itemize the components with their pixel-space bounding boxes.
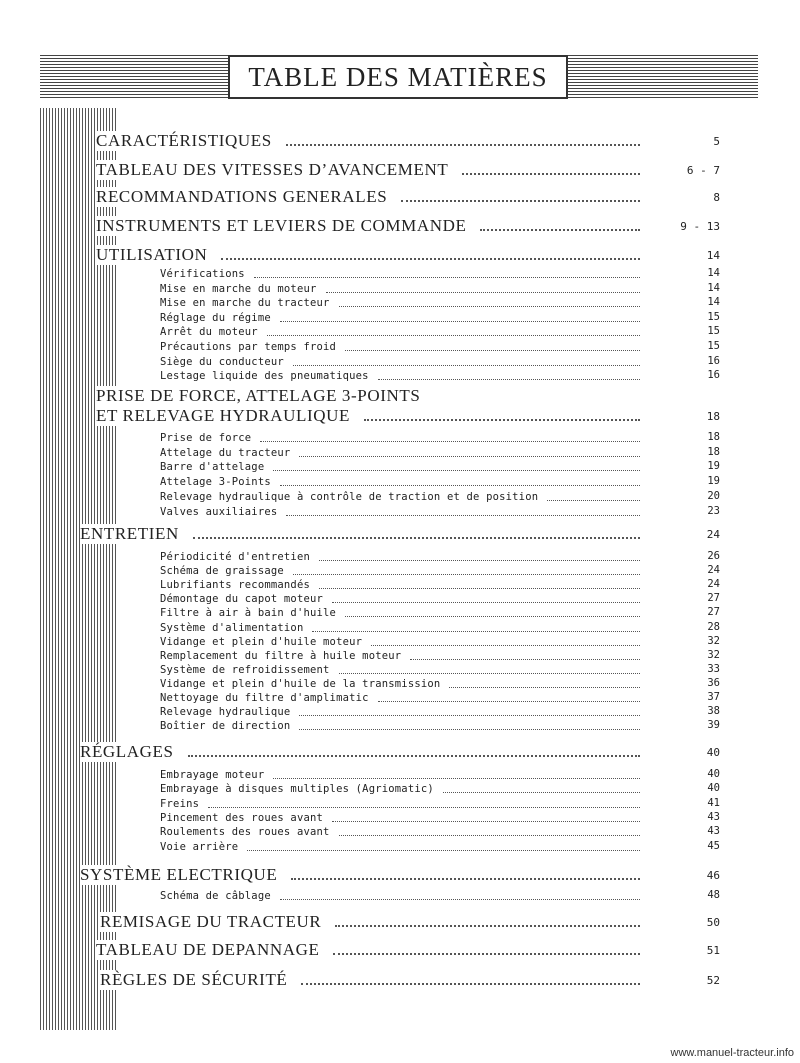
subsection-row [0, 606, 800, 620]
dot-leader [280, 899, 640, 900]
dot-leader [332, 821, 640, 822]
page-number: 40 [706, 746, 720, 759]
page-number: 23 [707, 504, 720, 517]
dot-leader [280, 485, 640, 486]
dot-leader [547, 500, 640, 501]
page-number: 32 [707, 648, 720, 661]
subsection-title: Vidange et plein d'huile de la transmission [160, 677, 443, 691]
dot-leader [345, 350, 640, 351]
page-number: 40 [707, 782, 720, 795]
page-number: 15 [707, 310, 720, 323]
subsection-title: Boîtier de direction [160, 719, 293, 733]
subsection-row [0, 825, 800, 839]
section-title: PRISE DE FORCE, ATTELAGE 3-POINTS [96, 386, 424, 406]
dot-leader [339, 306, 640, 307]
dot-leader [401, 200, 640, 202]
subsection-row [0, 340, 800, 354]
subsection-title: Attelage 3-Points [160, 475, 274, 489]
page-number: 33 [707, 662, 720, 675]
dot-leader [254, 277, 640, 278]
subsection-row [0, 663, 800, 677]
subsection-title: Pincement des roues avant [160, 811, 326, 825]
page-number: 40 [707, 768, 720, 780]
subsection-title: Système de refroidissement [160, 663, 333, 677]
dot-leader [221, 258, 640, 260]
page-number: 18 [707, 431, 720, 443]
page-number: 51 [706, 944, 720, 957]
dot-leader [299, 729, 640, 730]
subsection-row [0, 446, 800, 460]
dot-leader [208, 807, 640, 808]
dot-leader [378, 701, 640, 702]
subsection-title: Vidange et plein d'huile moteur [160, 635, 365, 649]
dot-leader [301, 983, 640, 985]
subsection-title: Système d'alimentation [160, 621, 306, 635]
dot-leader [291, 878, 640, 880]
dot-leader [449, 687, 640, 688]
subsection-title: Freins [160, 797, 202, 811]
page-title: TABLE DES MATIÈRES [248, 61, 548, 92]
dot-leader [339, 835, 640, 836]
subsection-row [0, 355, 800, 369]
dot-leader [273, 470, 640, 471]
page-number: 14 [707, 296, 720, 309]
page-number: 15 [707, 325, 720, 338]
page-number: 18 [707, 445, 720, 458]
subsection-row [0, 475, 800, 489]
section-row [0, 912, 800, 934]
subsection-title: Attelage du tracteur [160, 446, 293, 460]
page-number: 24 [707, 578, 720, 591]
page-number: 9 - 13 [680, 220, 720, 233]
subsection-row [0, 635, 800, 649]
section-title: RÈGLES DE SÉCURITÉ [100, 970, 291, 990]
page-number: 27 [707, 592, 720, 605]
page-number: 32 [707, 634, 720, 647]
section-title: SYSTÈME ELECTRIQUE [80, 865, 281, 885]
section-row [0, 940, 800, 962]
subsection-row [0, 705, 800, 719]
subsection-title: Valves auxiliaires [160, 505, 280, 519]
section-row [0, 216, 800, 238]
subsection-title: Filtre à air à bain d'huile [160, 606, 339, 620]
subsection-title: Embrayage à disques multiples (Agriomatic) [160, 782, 437, 796]
section-title: TABLEAU DE DEPANNAGE [96, 940, 323, 960]
page-number: 8 [713, 191, 720, 204]
page-number: 27 [707, 606, 720, 619]
page-number: 15 [707, 340, 720, 352]
section-title: ET RELEVAGE HYDRAULIQUE [96, 406, 354, 426]
page-number: 26 [707, 550, 720, 562]
subsection-row [0, 296, 800, 310]
subsection-row [0, 691, 800, 705]
dot-leader [332, 602, 640, 603]
section-title: TABLEAU DES VITESSES D’AVANCEMENT [96, 160, 452, 180]
subsection-title: Schéma de câblage [160, 889, 274, 903]
subsection-row [0, 649, 800, 663]
section-title: ENTRETIEN [80, 524, 183, 544]
subsection-row [0, 677, 800, 691]
subsection-row [0, 578, 800, 592]
subsection-row [0, 505, 800, 519]
section-title: INSTRUMENTS ET LEVIERS DE COMMANDE [96, 216, 470, 236]
dot-leader [339, 673, 640, 674]
dot-leader [480, 229, 640, 231]
subsection-row [0, 564, 800, 578]
page-number: 14 [707, 281, 720, 294]
page-number: 18 [706, 410, 720, 423]
dot-leader [280, 321, 640, 322]
subsection-row [0, 325, 800, 339]
page-number: 41 [707, 796, 720, 809]
dot-leader [371, 645, 640, 646]
dot-leader [345, 616, 640, 617]
subsection-title: Démontage du capot moteur [160, 592, 326, 606]
page-number: 19 [707, 475, 720, 488]
page-number: 43 [707, 810, 720, 823]
page-number: 48 [707, 889, 720, 901]
dot-leader [286, 515, 640, 516]
page-number: 45 [707, 839, 720, 852]
section-row [0, 245, 800, 267]
page-number: 38 [707, 705, 720, 718]
dot-leader [299, 715, 640, 716]
subsection-row [0, 768, 800, 782]
section-title: RECOMMANDATIONS GENERALES [96, 187, 391, 207]
subsection-row [0, 311, 800, 325]
subsection-title: Schéma de graissage [160, 564, 287, 578]
section-row [0, 386, 800, 428]
dot-leader [293, 574, 640, 575]
dot-leader [462, 173, 640, 175]
section-row [0, 524, 800, 546]
subsection-row [0, 840, 800, 854]
subsection-title: Précautions par temps froid [160, 340, 339, 354]
subsection-row [0, 811, 800, 825]
subsection-title: Remplacement du filtre à huile moteur [160, 649, 404, 663]
section-title: UTILISATION [96, 245, 211, 265]
section-title: RÉGLAGES [80, 742, 178, 762]
section-title: CARACTÉRISTIQUES [96, 131, 276, 151]
page-number: 14 [707, 267, 720, 279]
subsection-title: Barre d'attelage [160, 460, 267, 474]
subsection-title: Réglage du régime [160, 311, 274, 325]
dot-leader [267, 335, 640, 336]
subsection-title: Mise en marche du tracteur [160, 296, 333, 310]
page-number: 5 [713, 135, 720, 148]
subsection-row [0, 782, 800, 796]
section-row [0, 970, 800, 992]
dot-leader [364, 419, 640, 421]
page-number: 14 [706, 249, 720, 262]
page-number: 37 [707, 691, 720, 703]
dot-leader [333, 953, 640, 955]
page-number: 6 - 7 [686, 164, 720, 177]
page-number: 43 [707, 825, 720, 838]
subsection-title: Lubrifiants recommandés [160, 578, 313, 592]
dot-leader [319, 560, 640, 561]
page-number: 39 [707, 719, 720, 732]
dot-leader [443, 792, 640, 793]
subsection-title: Arrêt du moteur [160, 325, 261, 339]
page-number: 52 [706, 974, 720, 987]
section-row [0, 187, 800, 209]
dot-leader [312, 631, 640, 632]
subsection-row [0, 719, 800, 733]
section-row [0, 160, 800, 182]
dot-leader [326, 292, 640, 293]
subsection-row [0, 592, 800, 606]
page-number: 16 [707, 369, 720, 382]
subsection-row [0, 797, 800, 811]
subsection-title: Prise de force [160, 431, 254, 445]
subsection-title: Mise en marche du moteur [160, 282, 320, 296]
subsection-row [0, 282, 800, 296]
subsection-row [0, 621, 800, 635]
page-number: 24 [706, 528, 720, 541]
subsection-title: Relevage hydraulique [160, 705, 293, 719]
subsection-title: Vérifications [160, 267, 248, 281]
subsection-row [0, 369, 800, 383]
subsection-title: Siège du conducteur [160, 355, 287, 369]
subsection-title: Voie arrière [160, 840, 241, 854]
page-number: 24 [707, 564, 720, 577]
subsection-title: Relevage hydraulique à contrôle de traction et de position [160, 490, 541, 504]
dot-leader [319, 588, 640, 589]
section-row [0, 131, 800, 153]
page-number: 20 [707, 489, 720, 502]
dot-leader [273, 778, 640, 779]
subsection-title: Lestage liquide des pneumatiques [160, 369, 372, 383]
dot-leader [260, 441, 640, 442]
footer-url: www.manuel-tracteur.info [670, 1047, 794, 1059]
subsection-title: Nettoyage du filtre d'amplimatic [160, 691, 372, 705]
subsection-row [0, 550, 800, 564]
subsection-row [0, 889, 800, 903]
subsection-row [0, 490, 800, 504]
dot-leader [335, 925, 640, 927]
dot-leader [188, 755, 640, 757]
section-row [0, 742, 800, 764]
dot-leader [410, 659, 640, 660]
dot-leader [293, 365, 640, 366]
subsection-title: Périodicité d'entretien [160, 550, 313, 564]
dot-leader [193, 537, 640, 539]
page-number: 50 [706, 916, 720, 929]
subsection-row [0, 431, 800, 445]
subsection-title: Embrayage moteur [160, 768, 267, 782]
page-number: 28 [707, 620, 720, 633]
page-number: 36 [707, 676, 720, 689]
dot-leader [247, 850, 640, 851]
subsection-row [0, 267, 800, 281]
page-number: 46 [706, 869, 720, 882]
section-title: REMISAGE DU TRACTEUR [100, 912, 325, 932]
section-row [0, 865, 800, 887]
subsection-row [0, 460, 800, 474]
page-number: 19 [707, 460, 720, 473]
dot-leader [378, 379, 640, 380]
dot-leader [286, 144, 640, 146]
page-number: 16 [707, 354, 720, 367]
dot-leader [299, 456, 640, 457]
subsection-title: Roulements des roues avant [160, 825, 333, 839]
